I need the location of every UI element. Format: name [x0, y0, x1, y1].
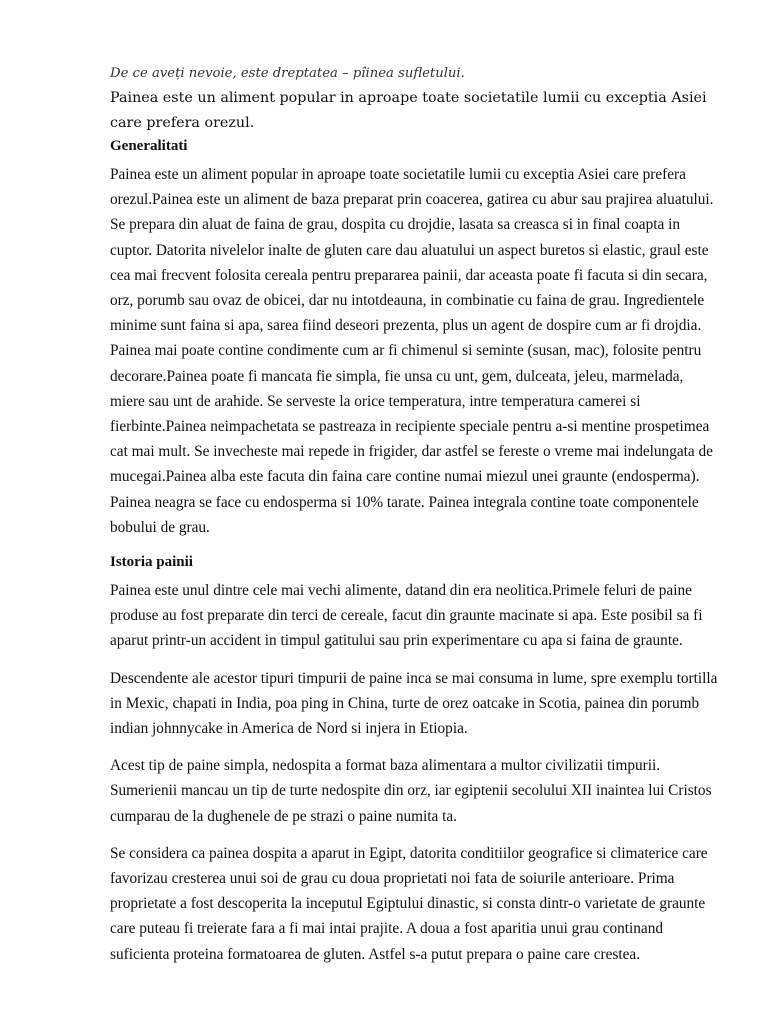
section-generalitati [110, 136, 722, 540]
section-heading: Generalitati [110, 138, 188, 154]
paragraph: Painea este un aliment popular in aproape toate societatile lumii cu exceptia Asiei care prefera orezul.Painea este un aliment de baza preparat prin coacerea, gatirea cu abur sau prajirea aluatului. Se prepara din aluat de faina de grau, dospita cu drojdie, lasata sa creasca si in final coapta in cuptor. Datorita nivelelor inalte de gluten care dau aluatului un aspect buretos si elastic, graul este cea mai frecvent folosita cereala pentru prepararea painii, dar aceasta poate fi facuta si din secara, orz, porumb sau ovaz de obicei, dar nu intotdeauna, in combinatie cu faina de grau. Ingredientele minime sunt faina si apa, sarea fiind deseori prezenta, plus un agent de dospire cum ar fi drojdia. Painea mai poate contine condimente cum ar fi chimenul si seminte (susan, mac), folosite pentru decorare.Painea poate fi mancata fie simpla, fie unsa cu unt, gem, dulceata, jeleu, marmelada, miere sau unt de arahide. Se serveste la orice temperatura, intre temperatura camerei si fierbinte.Painea neimpachetata se pastreaza in recipiente speciale pentru a-si mentine prospetimea cat mai mult. Se invecheste mai repede in frigider, dar astfel se fereste o vreme mai indelungata de mucegai.Painea alba este facuta din faina care contine numai miezul unei graunte (endosperma). Painea neagra se face cu endosperma si 10% tarate. Painea integrala contine toate componentele bobului de grau. [110, 166, 714, 536]
section-istoria-painii [110, 552, 722, 967]
paragraph: Painea este unul dintre cele mai vechi alimente, datand din era neolitica.Primele feluri de paine produse au fost preparate din terci de cereale, facut din graunte macinate si apa. Este posibil sa fi aparut printr-un accident in timpul gatitului sau prin experimentare cu apa si faina de graunte. [110, 582, 703, 650]
intro-text: Painea este un aliment popular in aproape toate societatile lumii cu exceptia Asiei care prefera orezul. [110, 90, 707, 131]
paragraph: Se considera ca painea dospita a aparut in Egipt, datorita conditiilor geografice si climaterice care favorizau cresterea unui soi de grau cu doua proprietati noi fata de soiurile anterioare. Prima proprietate a fost descoperita la inceputul Egiptului dinastic, si consta dintr-o varietate de graunte care puteau fi treierate fara a fi mai intai prajite. A doua a fost aparitia unui grau continand suficienta proteina formatoarea de gluten. Astfel s-a putut prepara o paine care crestea. [110, 844, 708, 963]
document-page [110, 62, 722, 979]
section-heading: Istoria painii [110, 554, 193, 571]
epigraph-quote: De ce aveți nevoie, este dreptatea – pîinea sufletului. [110, 66, 465, 81]
paragraph: Descendente ale acestor tipuri timpurii de paine inca se mai consuma in lume, spre exemplu tortilla in Mexic, chapati in India, poa ping in China, turte de orez oatcake in Scotia, painea din porumb indian johnnycake in America de Nord si injera in Etiopia. [110, 669, 718, 738]
paragraph: Acest tip de paine simpla, nedospita a format baza alimentara a multor civilizatii timpurii. Sumerienii mancau un tip de turte nedospite din orz, iar egiptenii secolului XII inaintea lui Cristos cumparau de la dughenele de pe strazi o paine numita ta. [110, 757, 712, 825]
